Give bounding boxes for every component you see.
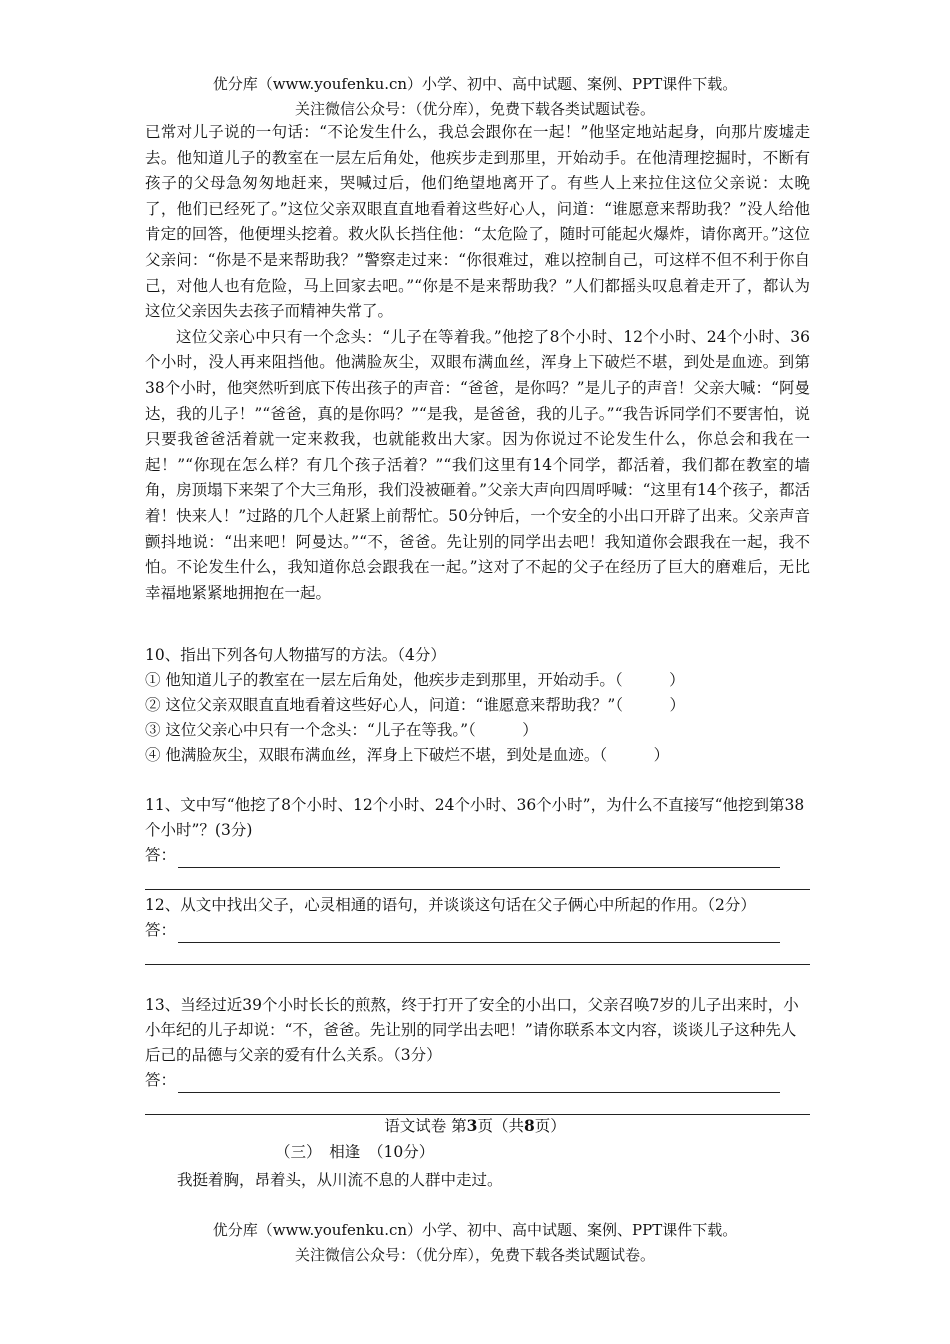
page-number xyxy=(0,1114,950,1138)
answer-label: 答： xyxy=(145,1071,177,1089)
passage-paragraph-2: 这位父亲心中只有一个念头：“儿子在等着我。”他挖了8个小时、12个小时、24个小时、36个小时，没人再来阻挡他。他满脸灰尘，双眼布满血丝，浑身上下破烂不堪，到处是血迹。到第38个小时，他突然听到底下传出孩子的声音：“爸爸，是你吗？”是儿子的声音！父亲大喊：“阿曼达，我的儿子！”“爸爸，真的是你吗？”“是我，是爸爸，我的儿子。”“我告诉同学们不要害怕，说只要我爸爸活着就一定来救我，也就能救出大家。因为你说过不论发生什么，你总会和我在一起！”“你现在怎么样？有几个孩子活着？”“我们这里有14个同学，都活着，我们都在教室的墙角，房顶塌下来架了个大三角形，我们没被砸着。”父亲大声向四周呼喊：“这里有14个孩子，都活着！快来人！”过路的几个人赶紧上前帮忙。50分钟后，一个安全的小出口开辟了出来。父亲声音颤抖地说：“出来吧！阿曼达。”“不，爸爸。先让别的同学出去吧！我知道你会跟我在一起，我不怕。不论发生什么，我知道你总会跟我在一起。”这对了不起的父子在经历了巨大的磨难后，无比幸福地紧紧地拥抱在一起。 xyxy=(145,327,810,602)
section-3-title: （三） 相逢 （10分） xyxy=(275,1143,435,1161)
answer-rule xyxy=(178,849,780,868)
site-header-line1: 优分库（www.youfenku.cn）小学、初中、高中试题、案例、PPT课件下载。 xyxy=(212,75,738,93)
passage-paragraph-1: 已常对儿子说的一句话：“不论发生什么，我总会跟你在一起！”他坚定地站起身，向那片废墟走去。他知道儿子的教室在一层左后角处，他疾步走到那里，开始动手。在他清理挖掘时，不断有孩子的父母急匆匆地赶来，哭喊过后，他们绝望地离开了。有些人上来拉住这位父亲说：太晚了，他们已经死了。”这位父亲双眼直直地看着这些好心人，问道：“谁愿意来帮助我？”没人给他肯定的回答，他便埋头挖着。救火队长挡住他：“太危险了，随时可能起火爆炸，请你离开。”这位父亲问：“你是不是来帮助我？”警察走过来：“你很难过，难以控制自己，可这样不但不利于你自己，对他人也有危险，马上回家去吧。”“你是不是来帮助我？”人们都摇头叹息着走开了，都认为这位父亲因失去孩子而精神失常了。 xyxy=(145,123,810,321)
page-number-current: 3 xyxy=(466,1116,478,1135)
page-number-total: 8 xyxy=(523,1116,535,1135)
question-10-item-4: ④ 他满脸灰尘，双眼布满血丝，浑身上下破烂不堪，到处是血迹。（ ） xyxy=(145,746,670,764)
question-10-item-2: ② 这位父亲双眼直直地看着这些好心人，问道：“谁愿意来帮助我？”（ ） xyxy=(145,696,686,714)
page-number-suffix: 页） xyxy=(534,1117,566,1135)
question-11-answer[interactable] xyxy=(145,843,810,868)
question-13-answer[interactable] xyxy=(145,1068,810,1093)
answer-label: 答： xyxy=(145,921,177,939)
page-number-prefix: 语文试卷 第 xyxy=(384,1117,467,1135)
section-3-first-line: 我挺着胸，昂着头，从川流不息的人群中走过。 xyxy=(177,1171,503,1189)
reading-passage xyxy=(145,120,810,606)
site-header-line2: 关注微信公众号：（优分库），免费下载各类试题试卷。 xyxy=(294,100,655,118)
question-10-item-3: ③ 这位父亲心中只有一个念头：“儿子在等我。”（ ） xyxy=(145,721,538,739)
question-12-answer[interactable] xyxy=(145,918,810,943)
answer-rule xyxy=(178,1074,780,1093)
question-12-text: 12、从文中找出父子，心灵相通的语句，并谈谈这句话在父子俩心中所起的作用。（2分） xyxy=(145,896,756,914)
answer-rule xyxy=(178,924,780,943)
site-footer-line2: 关注微信公众号：（优分库），免费下载各类试题试卷。 xyxy=(294,1246,655,1264)
answer-rule-full xyxy=(145,888,810,890)
page-number-middle: 页（共 xyxy=(477,1117,524,1135)
question-10-item-1: ① 他知道儿子的教室在一层左后角处，他疾步走到那里，开始动手。（ ） xyxy=(145,671,685,689)
question-11 xyxy=(145,793,810,890)
site-footer-line1: 优分库（www.youfenku.cn）小学、初中、高中试题、案例、PPT课件下载。 xyxy=(212,1221,738,1239)
question-13-text: 13、当经过近39个小时长长的煎熬，终于打开了安全的小出口，父亲召唤7岁的儿子出来时，小小年纪的儿子却说：“不，爸爸。先让别的同学出去吧！”请你联系本文内容，谈谈儿子这种先人后己的品德与父亲的爱有什么关系。（3分） xyxy=(145,996,799,1064)
answer-rule-full xyxy=(145,963,810,965)
question-13 xyxy=(145,993,810,1115)
question-11-text: 11、文中写“他挖了8个小时、12个小时、24个小时、36个小时”，为什么不直接写“他挖到第38个小时”？(3分) xyxy=(145,796,805,839)
answer-label: 答： xyxy=(145,846,177,864)
question-10 xyxy=(145,643,810,768)
question-12 xyxy=(145,893,810,965)
question-10-title: 10、指出下列各句人物描写的方法。（4分） xyxy=(145,646,446,664)
